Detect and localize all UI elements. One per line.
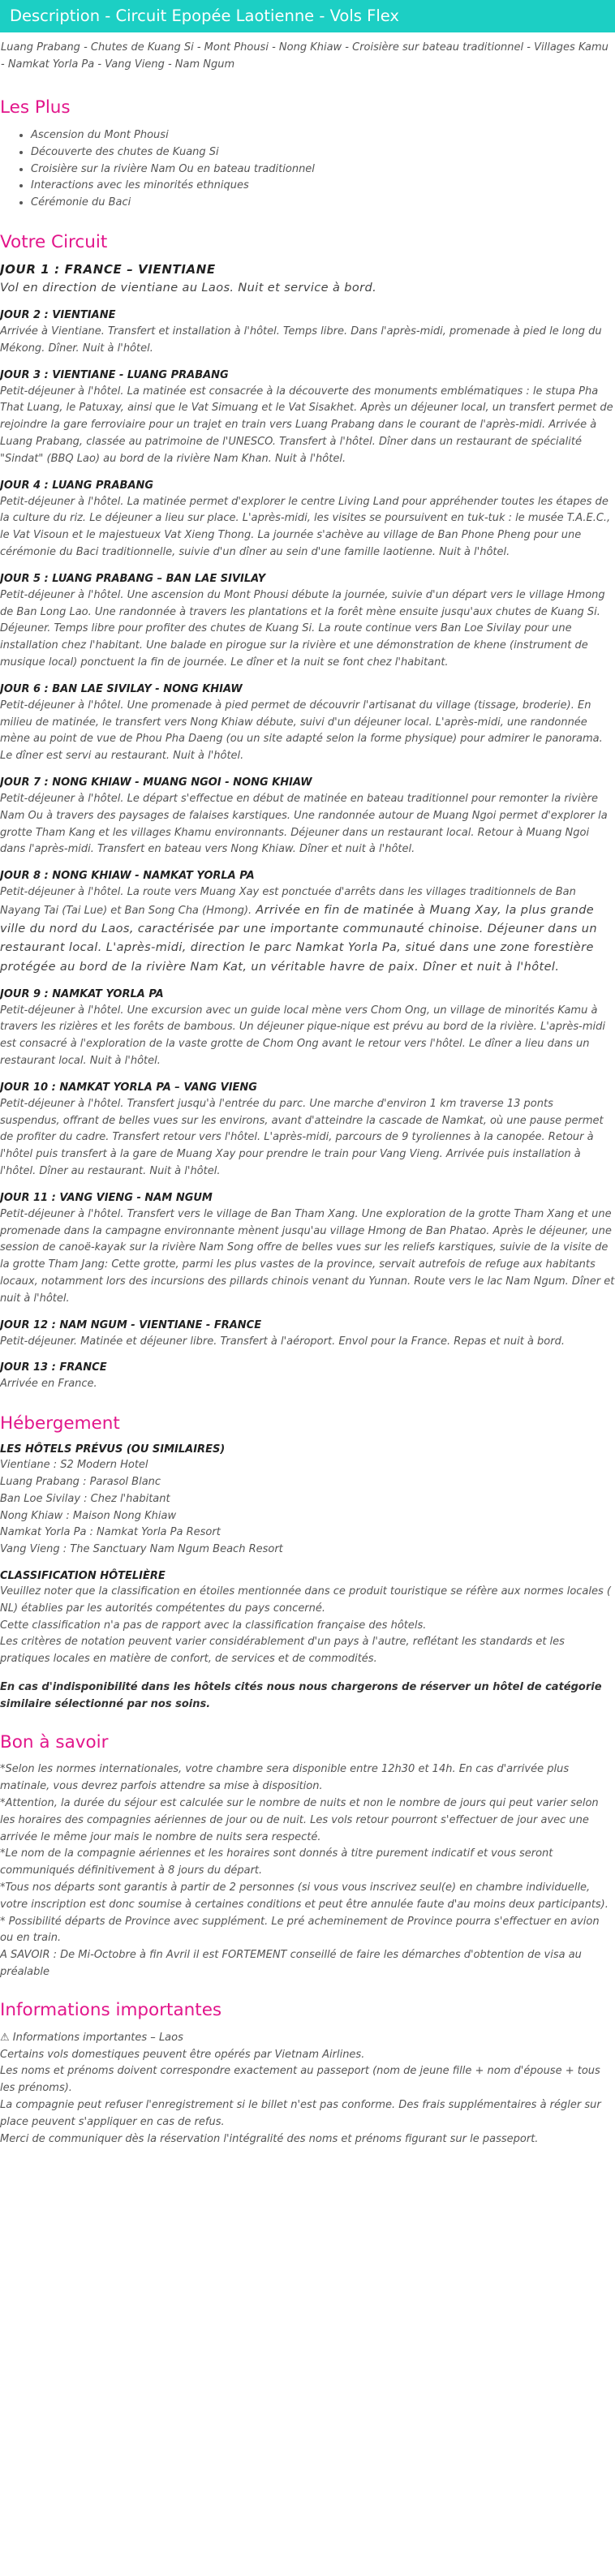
day-10 — [0, 1082, 615, 1180]
day-11 — [0, 1192, 615, 1308]
day-title: JOUR 1 : FRANCE – VIENTIANE — [0, 261, 216, 277]
hotel-line: Namkat Yorla Pa : Namkat Yorla Pa Resort — [0, 1526, 221, 1539]
day-7 — [0, 776, 615, 858]
list-item: • Interactions avec les minorités ethniques — [31, 178, 615, 195]
day-title: JOUR 10 : NAMKAT YORLA PA – VANG VIENG — [0, 1081, 257, 1094]
les-plus-heading: Les Plus — [0, 97, 71, 118]
day-title: JOUR 3 : VIENTIANE - LUANG PRABANG — [0, 368, 229, 381]
day-title: JOUR 13 : FRANCE — [0, 1361, 107, 1374]
info-line: La compagnie peut refuser l'enregistrement si le billet n'est pas conforme. Des frais supplémentaires à régler sur place peuvent s'appliquer en cas de refus. — [0, 2098, 601, 2128]
classification-line: Cette classification n'a pas de rapport avec la classification française des hôtels. — [0, 1619, 427, 1632]
info-paragraph: *Tous nos départs sont garantis à partir de 2 personnes (si vous vous inscrivez seul(e) en chambre individuelle, votre inscription est donc soumise à certaines conditions et peut être annulée faute d'au moins deux participants). — [0, 1881, 609, 1911]
day-13 — [0, 1361, 615, 1393]
day-text — [0, 884, 615, 977]
day-text-part: Petit-déjeuner à l'hôtel. La route vers Muang Xay est ponctuée d'arrêts dans les villages traditionnels de Ban Nayang Tai (Tai Lue) et Ban Song Cha (Hmong). — [0, 886, 576, 917]
day-text: Petit-déjeuner à l'hôtel. Une ascension du Mont Phousi débute la journée, suivie d'un départ vers le village Hmong de Ban Long Lao. Une randonnée à travers les plantations et la forêt mène ensuite jusqu'aux chutes de Kuang Si. Déjeuner. Temps libre pour profiter des chutes de Kuang Si. La route continue vers Ban Loe Sivilay pour une installation chez l'habitant. Une balade en pirogue sur la rivière et une démonstration de khene (instrument de musique local) ponctuent la fin de journée. Le dîner et la nuit se font chez l'habitant. — [0, 588, 605, 669]
day-title: JOUR 8 : NONG KHIAW - NAMKAT YORLA PA — [0, 870, 255, 883]
page-title-bar: Description - Circuit Epopée Laotienne - Vols Flex — [0, 0, 615, 32]
info-line: Certains vols domestiques peuvent être opérés par Vietnam Airlines. — [0, 2048, 365, 2061]
list-item: • Croisière sur la rivière Nam Ou en bateau traditionnel — [31, 161, 615, 178]
day-text: Arrivée en France. — [0, 1378, 97, 1391]
classification-line: Veuillez noter que la classification en étoiles mentionnée dans ce produit touristique se réfère aux normes locales ( NL) établies par les autorités compétentes du pays concerné. — [0, 1585, 611, 1615]
hotel-line: Luang Prabang : Parasol Blanc — [0, 1475, 161, 1488]
day-title: JOUR 2 : VIENTIANE — [0, 309, 116, 322]
classification-line: Les critères de notation peuvent varier considérablement d'un pays à l'autre, reflétant les standards et les pratiques locales en matière de confort, de services et de commodités. — [0, 1636, 565, 1666]
info-paragraph: *Attention, la durée du séjour est calculée sur le nombre de nuits et non le nombre de jours qui peut varier selon les horaires des compagnies aériennes de jour ou de nuit. Les vols retour pourront s'effectuer de jour avec une arrivée le même jour mais le nombre de nuits sera respecté. — [0, 1797, 599, 1843]
day-text: Petit-déjeuner à l'hôtel. Transfert vers le village de Ban Tham Xang. Une exploration de la grotte Tham Xang et une promenade dans la campagne environnante mènent jusqu'au village Hmong de Ban Phatao. Après le déjeuner, une session de canoë-kayak sur la rivière Nam Song offre de belles vues sur les reliefs karstiques, suivie de la visite de la grotte Tham Jang: Cette grotte, parmi les plus vastes de la province, servait autrefois de refuge aux habitants locaux, notamment lors des incursions des pillards chinois venant du Yunnan. Route vers le lac Nam Ngum. Dîner et nuit à l'hôtel. — [0, 1207, 615, 1305]
info-paragraph: *Selon les normes internationales, votre chambre sera disponible entre 12h30 et 14h. En cas d'arrivée plus matinale, vous devrez parfois attendre sa mise à disposition. — [0, 1763, 570, 1793]
day-title: JOUR 9 : NAMKAT YORLA PA — [0, 987, 164, 1000]
hotel-line: Vang Vieng : The Sanctuary Nam Ngum Beach Resort — [0, 1543, 283, 1556]
availability-note: En cas d'indisponibilité dans les hôtels cités nous nous chargerons de réserver un hôtel de catégorie similaire sélectionné par nos soins. — [0, 1680, 602, 1710]
day-text: Petit-déjeuner. Matinée et déjeuner libre. Transfert à l'aéroport. Envol pour la France. Repas et nuit à bord. — [0, 1335, 565, 1348]
day-4 — [0, 480, 615, 561]
intro-text: Luang Prabang - Chutes de Kuang Si - Mont Phousi - Nong Khiaw - Croisière sur bateau traditionnel - Villages Kamu - Namkat Yorla Pa - Vang Vieng - Nam Ngum — [1, 41, 609, 71]
classification-block — [0, 1570, 615, 1668]
info-line-text: Informations importantes – Laos — [12, 2031, 183, 2044]
info-paragraph: * Possibilité départs de Province avec supplément. Le pré acheminement de Province pourra s'effectuer en avion ou en train. — [0, 1915, 600, 1945]
list-item: • Cérémonie du Baci — [31, 195, 615, 212]
day-8 — [0, 870, 615, 977]
info-line: Les noms et prénoms doivent correspondre exactement au passeport (nom de jeune fille + nom d'épouse + tous les prénoms). — [0, 2065, 600, 2095]
day-1 — [0, 262, 615, 298]
hotel-line: Vientiane : S2 Modern Hotel — [0, 1459, 148, 1472]
day-text: Vol en direction de vientiane au Laos. Nuit et service à bord. — [0, 281, 377, 295]
hebergement-heading: Hébergement — [0, 1413, 120, 1434]
day-title: JOUR 4 : LUANG PRABANG — [0, 479, 154, 492]
warning-icon: ⚠ — [0, 2031, 10, 2044]
bon-a-savoir-heading: Bon à savoir — [0, 1731, 109, 1752]
day-2 — [0, 309, 615, 358]
day-text: Petit-déjeuner à l'hôtel. La matinée permet d'explorer le centre Living Land pour appréhender toutes les étapes de la culture du riz. Le déjeuner a lieu sur place. L'après-midi, les visites se poursuivent en tuk-tuk : le musée T.A.E.C., le Vat Visoun et le majestueux Vat Xieng Thong. La journée s'achève au village de Ban Phone Pheng pour une cérémonie du Baci traditionnelle, suivie d'un dîner au sein d'une famille laotienne. Nuit à l'hôtel. — [0, 495, 611, 558]
day-text: Petit-déjeuner à l'hôtel. Une promenade à pied permet de découvrir l'artisanat du village (tissage, broderie). En milieu de matinée, le transfert vers Nong Khiaw débute, suivi d'un déjeuner local. L'après-midi, une randonnée mène au point de vue de Phou Pha Daeng (ou un site adapté selon la forme physique) pour admirer le panorama. Le dîner est servi au restaurant. Nuit à l'hôtel. — [0, 699, 603, 763]
day-5 — [0, 573, 615, 672]
list-item: • Ascension du Mont Phousi — [31, 127, 615, 144]
les-plus-section — [0, 97, 615, 212]
day-title: JOUR 6 : BAN LAE SIVILAY - NONG KHIAW — [0, 682, 243, 695]
day-text: Arrivée à Vientiane. Transfert et installation à l'hôtel. Temps libre. Dans l'après-midi, promenade à pied le long du Mékong. Dîner. Nuit à l'hôtel. — [0, 325, 602, 355]
day-title: JOUR 7 : NONG KHIAW - MUANG NGOI - NONG KHIAW — [0, 776, 312, 789]
circuit-section — [0, 231, 615, 1393]
informations-heading: Informations importantes — [0, 1999, 222, 2020]
hotels-block — [0, 1443, 615, 1559]
day-text: Petit-déjeuner à l'hôtel. Transfert jusqu'à l'entrée du parc. Une marche d'environ 1 km traverse 13 ponts suspendus, offrant de belles vues sur les environs, avant d'atteindre la cascade de Namkat, où une pause permet de profiter du cadre. Transfert retour vers l'hôtel. L'après-midi, parcours de 9 tyroliennes à la canopée. Retour à l'hôtel puis transfert à la gare de Muang Xay pour prendre le train pour Vang Vieng. Arrivée puis installation à l'hôtel. Dîner au restaurant. Nuit à l'hôtel. — [0, 1097, 604, 1178]
circuit-heading: Votre Circuit — [0, 231, 108, 252]
info-line: Merci de communiquer dès la réservation l'intégralité des noms et prénoms figurant sur le passeport. — [0, 2132, 539, 2145]
day-12 — [0, 1319, 615, 1351]
day-text: Petit-déjeuner à l'hôtel. La matinée est consacrée à la découverte des monuments emblématiques : le stupa Pha That Luang, le Patuxay, ainsi que le Vat Simuang et le Vat Sisakhet. Après un déjeuner local, un transfert permet de rejoindre la gare ferroviaire pour un trajet en train vers Luang Prabang dans le courant de l'après-midi. Arrivée à Luang Prabang, classée au patrimoine de l'UNESCO. Transfert à l'hôtel. Dîner dans un restaurant de spécialité "Sindat" (BBQ Lao) au bord de la rivière Nam Khan. Nuit à l'hôtel. — [0, 385, 613, 465]
day-3 — [0, 369, 615, 468]
day-text: Petit-déjeuner à l'hôtel. Le départ s'effectue en début de matinée en bateau traditionnel pour remonter la rivière Nam Ou à travers des paysages de falaises karstiques. Une randonnée autour de Muang Ngoi permet d'explorer la grotte Tham Kang et les villages Khamu environnants. Déjeuner dans un restaurant local. Retour à Muang Ngoi dans l'après-midi. Transfert en bateau vers Nong Khiaw. Dîner et nuit à l'hôtel. — [0, 792, 608, 856]
day-title: JOUR 5 : LUANG PRABANG – BAN LAE SIVILAY — [0, 572, 266, 585]
info-line — [0, 2030, 615, 2047]
day-6 — [0, 683, 615, 765]
hebergement-section — [0, 1413, 615, 1713]
informations-section — [0, 1999, 615, 2148]
hotel-line: Nong Khiaw : Maison Nong Khiaw — [0, 1509, 177, 1522]
bon-a-savoir-section — [0, 1731, 615, 1981]
info-paragraph: *Le nom de la compagnie aériennes et les horaires sont donnés à titre purement indicatif et vous seront communiqués définitivement à 8 jours du départ. — [0, 1847, 553, 1877]
hotels-title: LES HÔTELS PRÉVUS (OU SIMILAIRES) — [0, 1443, 226, 1456]
day-title: JOUR 12 : NAM NGUM - VIENTIANE - FRANCE — [0, 1318, 262, 1331]
hotel-line: Ban Loe Sivilay : Chez l'habitant — [0, 1492, 170, 1505]
day-text: Petit-déjeuner à l'hôtel. Une excursion avec un guide local mène vers Chom Ong, un village de minorités Kamu à travers les rizières et les forêts de bambous. Un déjeuner pique-nique est prévu au bord de la rivière. L'après-midi est consacré à l'exploration de la vaste grotte de Chom Ong avant le retour vers l'hôtel. Le dîner a lieu dans un restaurant local. Nuit à l'hôtel. — [0, 1004, 605, 1068]
day-title: JOUR 11 : VANG VIENG - NAM NGUM — [0, 1191, 213, 1204]
les-plus-list — [0, 127, 615, 212]
info-paragraph: A SAVOIR : De Mi-Octobre à fin Avril il est FORTEMENT conseillé de faire les démarches d'obtention de visa au préalable — [0, 1949, 582, 1979]
list-item: • Découverte des chutes de Kuang Si — [31, 144, 615, 161]
day-9 — [0, 988, 615, 1070]
day-text-part: Arrivée en fin de matinée à Muang Xay, la plus grande ville du nord du Laos, caractérisée par une importante communauté chinoise. Déjeuner dans un restaurant local. L'après-midi, direction le parc Namkat Yorla Pa, situé dans une zone forestière protégée au bord de la rivière Nam Kat, un véritable havre de paix. Dîner et nuit à l'hôtel. — [0, 903, 597, 974]
classification-title: CLASSIFICATION HÔTELIÈRE — [0, 1569, 166, 1582]
